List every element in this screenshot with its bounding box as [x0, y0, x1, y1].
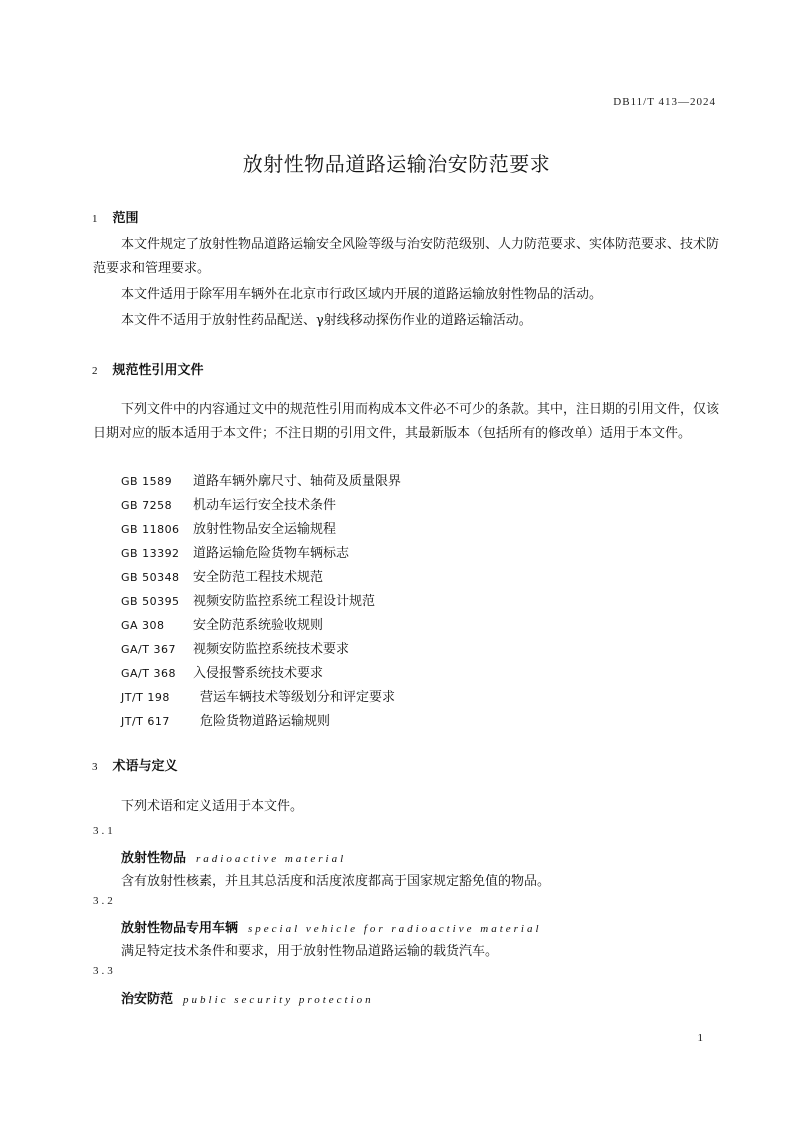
reference-item: [121, 496, 337, 516]
term-number: 3.3: [93, 965, 116, 977]
reference-item: [121, 616, 324, 636]
reference-code: GB 1589: [121, 475, 173, 488]
document-code: DB11/T 413—2024: [613, 96, 716, 108]
paragraph: 下列文件中的内容通过文中的规范性引用而构成本文件必不可少的条款。其中，注日期的引用文件，仅该日期对应的版本适用于本文件；不注日期的引用文件，其最新版本（包括所有的修改单）适用于本文件。: [93, 402, 720, 441]
reference-item: [121, 640, 350, 660]
reference-item: [121, 664, 324, 684]
reference-code: JT/T 617: [121, 715, 170, 728]
reference-title: 放射性物品安全运输规程: [193, 522, 337, 537]
term-english: public security protection: [183, 994, 374, 1006]
reference-title: 视频安防监控系统工程设计规范: [193, 594, 376, 609]
term-chinese: 放射性物品: [121, 851, 187, 866]
reference-title: 安全防范系统验收规则: [193, 618, 324, 633]
reference-title: 入侵报警系统技术要求: [193, 666, 324, 681]
reference-title: 道路运输危险货物车辆标志: [193, 546, 350, 561]
reference-code: JT/T 198: [121, 691, 170, 704]
term-definition: 满足特定技术条件和要求，用于放射性物品道路运输的载货汽车。: [121, 944, 499, 959]
reference-code: GA/T 367: [121, 643, 176, 656]
section-title: 规范性引用文件: [112, 363, 204, 378]
reference-item: [121, 544, 350, 564]
reference-code: GB 7258: [121, 499, 173, 512]
section-2-heading: [92, 359, 204, 378]
reference-item: [121, 472, 402, 492]
reference-item: [121, 592, 376, 612]
section-title: 范围: [112, 211, 139, 226]
reference-title: 道路车辆外廓尺寸、轴荷及质量限界: [193, 474, 402, 489]
reference-title: 危险货物道路运输规则: [200, 714, 331, 729]
reference-item: [121, 712, 331, 732]
document-title: 放射性物品道路运输治安防范要求: [242, 152, 551, 176]
page-number: 1: [697, 1032, 703, 1044]
term-chinese: 治安防范: [121, 992, 174, 1007]
reference-title: 安全防范工程技术规范: [193, 570, 324, 585]
paragraph: 下列术语和定义适用于本文件。: [121, 799, 304, 814]
reference-item: [121, 688, 396, 708]
paragraph: 本文件不适用于放射性药品配送、γ射线移动探伤作业的道路运输活动。: [121, 313, 532, 328]
reference-title: 营运车辆技术等级划分和评定要求: [200, 690, 396, 705]
reference-code: GB 11806: [121, 523, 180, 536]
reference-title: 机动车运行安全技术条件: [193, 498, 337, 513]
paragraph: 本文件适用于除军用车辆外在北京市行政区域内开展的道路运输放射性物品的活动。: [121, 287, 603, 302]
section-number: 2: [92, 365, 98, 377]
section-number: 3: [92, 761, 98, 773]
term-english: special vehicle for radioactive material: [248, 923, 542, 935]
section-1-heading: [92, 207, 139, 226]
term-name: [121, 847, 346, 866]
reference-code: GB 50348: [121, 571, 180, 584]
term-number: 3.1: [93, 825, 116, 837]
term-chinese: 放射性物品专用车辆: [121, 921, 239, 936]
section-3-heading: [92, 755, 178, 774]
term-name: [121, 988, 374, 1007]
paragraph: 本文件规定了放射性物品道路运输安全风险等级与治安防范级别、人力防范要求、实体防范要求、技术防范要求和管理要求。: [93, 237, 720, 276]
reference-title: 视频安防监控系统技术要求: [193, 642, 350, 657]
term-number: 3.2: [93, 895, 116, 907]
section-title: 术语与定义: [112, 759, 178, 774]
reference-item: [121, 520, 337, 540]
reference-code: GA/T 368: [121, 667, 176, 680]
section-number: 1: [92, 213, 98, 225]
term-name: [121, 917, 542, 936]
reference-code: GB 50395: [121, 595, 180, 608]
reference-item: [121, 568, 324, 588]
term-english: radioactive material: [196, 853, 347, 865]
reference-code: GB 13392: [121, 547, 180, 560]
reference-code: GA 308: [121, 619, 165, 632]
term-definition: 含有放射性核素，并且其总活度和活度浓度都高于国家规定豁免值的物品。: [121, 874, 551, 889]
